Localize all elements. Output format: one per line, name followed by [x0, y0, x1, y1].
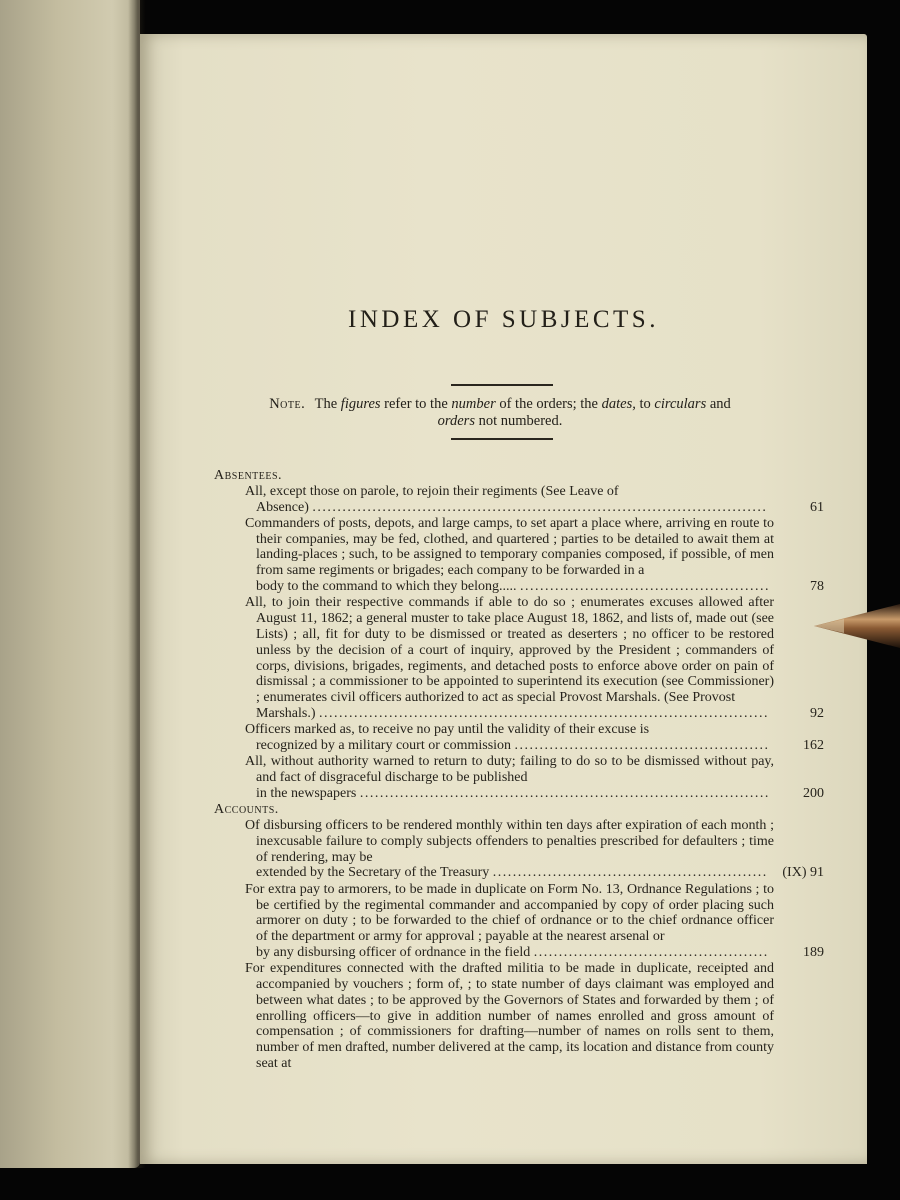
entry-page: 189 — [803, 944, 824, 960]
note-italic: circulars — [654, 396, 707, 412]
title-rule-bottom — [451, 438, 553, 440]
entry-text: All, to join their respective commands if able to do so ; enumerates excuses allowed after August 11, 1862; a general muster to take place August 18, 1862, and lists of, made out (see Lists) ; all, fit for duty to be dismissed or treated as deserters ; no officer to be restored unless by the decision of a court of inquiry, approved by the President ; commanders of corps, divisions, brigades, regiments, and detached posts to enforce above order on pain of dismissal ; a commissioner to be appointed to superintend its execution (see Commissioner) ; enumerates civil officers authorized to act as special Provost Marshals. (See Provost — [245, 595, 774, 706]
index-entry — [214, 818, 824, 881]
index-entry — [214, 515, 824, 595]
leader-dots: ....................................................... — [492, 865, 768, 881]
leader-dots: .................................................................................. — [359, 785, 770, 801]
note-italic: figures — [340, 396, 381, 412]
entry-page: 200 — [803, 785, 824, 801]
note-text: of the orders; the — [499, 396, 598, 412]
book-page — [140, 34, 867, 1164]
entry-text-end: Marshals.) — [256, 705, 316, 721]
index-entry — [214, 595, 824, 721]
entry-text-end: Absence) — [256, 499, 309, 515]
entry-text: Commanders of posts, depots, and large camps, to set apart a place where, arriving en route to their companies, may be fed, clothed, and quartered ; parties to be detailed to await them at landing-places ; such, to be assigned to temporary companies composed, if possible, of men from same regiments or brigades; each company to be forwarded in a — [245, 515, 774, 579]
entry-text: Of disbursing officers to be rendered monthly within ten days after expiration of each month ; inexcusable failure to comply subjects offenders to penalties prescribed for defaulters ; time of rendering, may be — [245, 818, 774, 865]
leader-dots: .......................................................................................... — [319, 705, 769, 721]
entry-page: 61 — [810, 499, 824, 515]
entry-text: For extra pay to armorers, to be made in duplicate on Form No. 13, Ordnance Regulations ; to be certified by the regimental commander and accompanied by copy of order placing such armorer on duty ; to be forwarded to the chief of ordnance or to the chief ordnance officer of the department or army for approval ; payable at the nearest arsenal or — [245, 881, 774, 945]
index-entry — [214, 961, 774, 1072]
title-rule-top — [451, 384, 553, 386]
note — [230, 396, 770, 430]
page-title: INDEX OF SUBJECTS. — [348, 306, 659, 333]
entry-page: 92 — [810, 705, 824, 721]
entry-page: (IX) 91 — [782, 865, 824, 881]
section-heading: Accounts. — [214, 802, 279, 818]
note-text: The — [314, 396, 338, 412]
section-heading: Absentees. — [214, 468, 283, 483]
left-page — [0, 0, 140, 1168]
pen-tip — [814, 602, 900, 650]
note-text: and — [709, 396, 731, 412]
note-italic: dates, — [601, 396, 636, 412]
entry-page: 78 — [810, 579, 824, 595]
index-entry — [214, 754, 824, 801]
note-text: refer to the — [384, 396, 448, 412]
entry-text-end: extended by the Secretary of the Treasury — [256, 865, 490, 881]
leader-dots: ........................................................................................... — [312, 499, 768, 515]
leader-dots: .................................................. — [520, 579, 771, 595]
index-content — [214, 468, 824, 1072]
index-entry — [214, 881, 824, 961]
leader-dots: ............................................... — [533, 944, 769, 960]
entry-text-end: body to the command to which they belong..... — [256, 579, 517, 595]
entry-text: All, except those on parole, to rejoin their regiments (See Leave of — [245, 483, 619, 499]
entry-text-end: in the newspapers — [256, 785, 357, 801]
note-italic: number — [451, 396, 496, 412]
index-entry — [214, 483, 824, 516]
entry-text-end: recognized by a military court or commission — [256, 738, 512, 754]
note-italic: orders — [437, 413, 475, 429]
note-text: to — [639, 396, 651, 412]
entry-text: All, without authority warned to return to duty; failing to do so to be dismissed without pay, and fact of disgraceful discharge to be published — [245, 754, 774, 786]
entry-text-end: by any disbursing officer of ordnance in the field — [256, 944, 531, 960]
entry-text: Officers marked as, to receive no pay until the validity of their excuse is — [245, 722, 650, 738]
entry-text: For expenditures connected with the drafted militia to be made in duplicate, receipted and accompanied by vouchers ; form of, ; to state number of days claimant was employed and between what dates ; to be approved by the Governors of States and forwarded by them ; of enrolling officers—to give in addition number of names enrolled and gross amount of compensation ; of commissioners for drafting—number of names on rolls sent to them, number of men drafted, number delivered at the camp, its location and distance from county seat at — [245, 961, 774, 1071]
index-entry — [214, 722, 824, 754]
note-text: not numbered. — [478, 413, 563, 429]
entry-page: 162 — [803, 738, 824, 754]
leader-dots: ................................................... — [514, 738, 770, 754]
note-label: Note. — [269, 396, 306, 412]
